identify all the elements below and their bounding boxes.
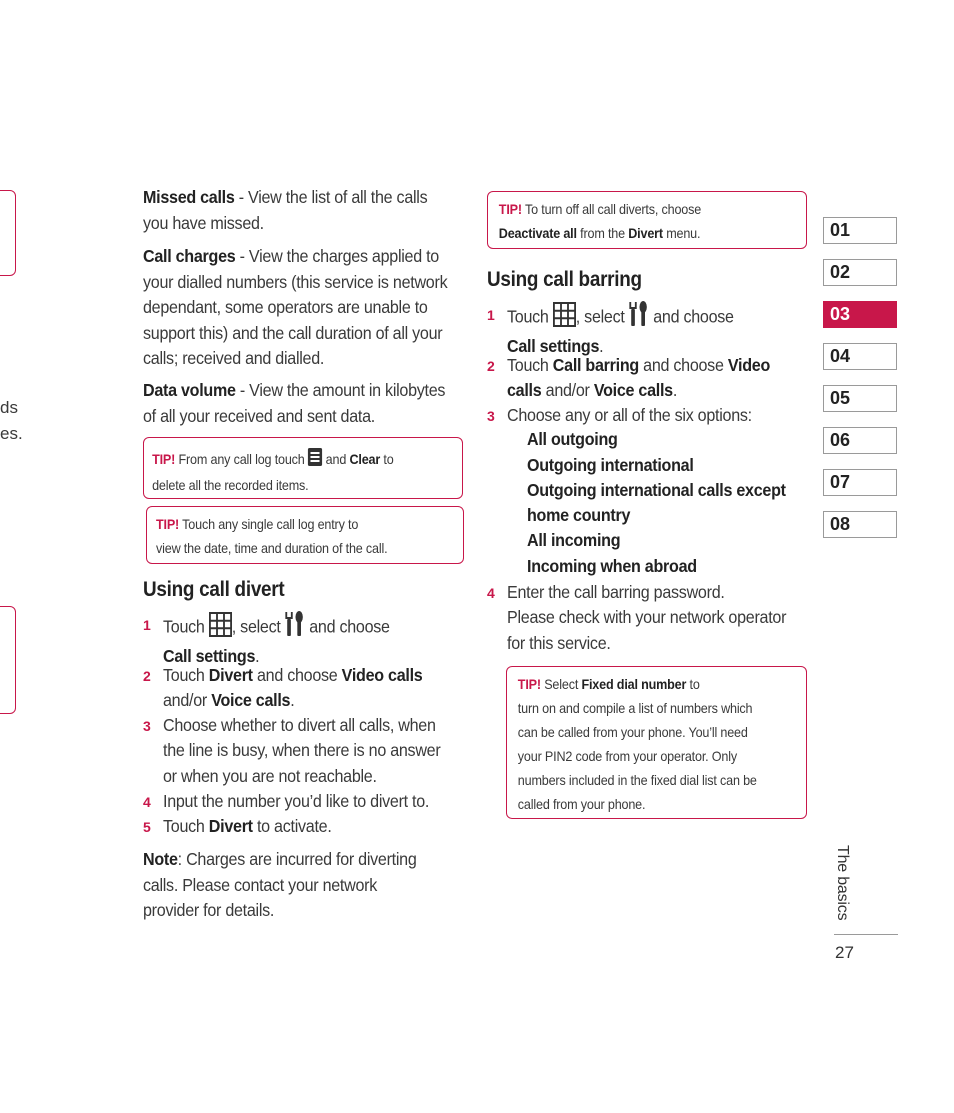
call-charges-line: support this) and the call duration of all your <box>143 322 443 343</box>
chapter-tab-04[interactable]: 04 <box>823 343 897 370</box>
tip-text: turn on and compile a list of numbers which <box>517 700 753 716</box>
step-number: 3 <box>143 718 151 734</box>
barring-step-2 <box>507 353 770 404</box>
tip-text: Select <box>540 676 582 692</box>
call-charges-line: your dialled numbers (this service is network <box>143 271 448 292</box>
divert-term: Divert <box>628 225 663 241</box>
tip-text: to <box>380 451 394 467</box>
tip-box-deactivate <box>487 191 807 249</box>
step-text: to activate. <box>252 816 332 836</box>
step-text: the line is busy, when there is no answer <box>163 740 441 761</box>
missed-calls-desc: - View the list of all the calls <box>234 187 428 207</box>
step-text: . <box>599 336 604 357</box>
tip-text: to <box>686 676 700 692</box>
menu-icon <box>308 448 322 473</box>
divert-step-2 <box>163 663 422 714</box>
step-text: Choose whether to divert all calls, when <box>163 715 436 735</box>
tip-text: from the <box>576 225 629 241</box>
divert-step-5 <box>163 814 332 839</box>
call-charges-desc: - View the charges applied to <box>235 246 439 266</box>
voice-calls-term: Voice calls <box>211 690 291 711</box>
call-charges-paragraph <box>143 244 456 372</box>
tip-text: menu. <box>662 225 701 241</box>
missed-calls-paragraph <box>143 185 456 236</box>
data-volume-desc-2: of all your received and sent data. <box>143 405 375 426</box>
using-call-barring-heading: Using call barring <box>487 268 642 291</box>
step-text: Please check with your network operator <box>507 607 787 628</box>
tip-label: TIP! <box>498 201 522 217</box>
left-page-fragment-box-bottom <box>0 606 16 714</box>
tip-text: From any call log touch <box>175 451 308 467</box>
step-text: and/or <box>163 690 212 711</box>
using-call-divert-heading: Using call divert <box>143 578 285 601</box>
step-text: and choose <box>309 616 390 637</box>
call-charges-line: dependant, some operators are unable to <box>143 297 428 317</box>
note-text: : Charges are incurred for diverting <box>177 849 417 869</box>
tip-label: TIP! <box>156 516 180 532</box>
chapter-tab-08[interactable]: 08 <box>823 511 897 538</box>
barring-step-3: Choose any or all of the six options: <box>507 405 752 425</box>
tip-text: called from your phone. <box>517 796 646 812</box>
data-volume-desc: - View the amount in kilobytes <box>235 380 446 400</box>
section-side-label: The basics <box>834 845 851 921</box>
deactivate-all-term: Deactivate all <box>498 225 577 241</box>
chapter-tab-06[interactable]: 06 <box>823 427 897 454</box>
fixed-dial-number-term: Fixed dial number <box>581 676 687 692</box>
note-paragraph <box>143 847 456 924</box>
side-divider <box>834 934 898 935</box>
step-text: Touch <box>507 355 553 375</box>
tip-text: view the date, time and duration of the call. <box>156 540 388 556</box>
step-text: , select <box>575 306 625 327</box>
video-calls-term: Video calls <box>341 665 423 685</box>
barring-option: Outgoing international <box>527 455 694 475</box>
left-page-fragment-box-top <box>0 190 16 276</box>
left-page-fragment-text-2: es. <box>0 424 23 443</box>
barring-option: Outgoing international calls except <box>527 480 786 500</box>
divert-step-1 <box>163 611 390 670</box>
video-term: Video <box>727 355 771 375</box>
barring-option: All incoming <box>527 530 621 550</box>
step-text: or when you are not reachable. <box>163 765 377 786</box>
step-number: 3 <box>487 408 495 424</box>
grid-menu-icon <box>553 302 576 334</box>
barring-option: All outgoing <box>527 429 618 449</box>
left-page-fragment-text-1: ds <box>0 398 18 417</box>
call-charges-term: Call charges <box>143 246 236 266</box>
divert-term: Divert <box>208 816 253 836</box>
settings-tools-icon <box>285 611 305 644</box>
call-barring-term: Call barring <box>552 355 639 375</box>
step-text: . <box>255 646 260 667</box>
step-number: 4 <box>143 794 151 810</box>
step-text: and/or <box>541 380 594 401</box>
call-settings-term: Call settings <box>163 646 256 667</box>
step-text: , select <box>231 616 281 637</box>
data-volume-paragraph <box>143 378 456 429</box>
step-number: 1 <box>143 617 151 633</box>
step-text: Touch <box>163 616 205 637</box>
tip-label: TIP! <box>152 451 176 467</box>
step-text: and choose <box>638 355 728 375</box>
missed-calls-desc-2: you have missed. <box>143 212 264 233</box>
step-text: Touch <box>163 816 209 836</box>
call-settings-term: Call settings <box>507 336 600 357</box>
barring-option: Incoming when abroad <box>527 556 697 576</box>
step-text: and choose <box>653 306 734 327</box>
tip-text: To turn off all call diverts, choose <box>521 201 702 217</box>
tip-text: numbers included in the fixed dial list can be <box>517 772 757 788</box>
step-text: and choose <box>252 665 342 685</box>
divert-step-3 <box>163 713 440 789</box>
step-text: Enter the call barring password. <box>507 582 725 602</box>
grid-menu-icon <box>209 612 232 644</box>
call-charges-line: calls; received and dialled. <box>143 348 325 368</box>
step-number: 5 <box>143 819 151 835</box>
note-text: calls. Please contact your network <box>143 874 378 895</box>
chapter-tab-02[interactable]: 02 <box>823 259 897 286</box>
tip-text: your PIN2 code from your operator. Only <box>517 748 737 764</box>
step-number: 2 <box>143 668 151 684</box>
note-term: Note <box>143 849 178 869</box>
calls-term: calls <box>507 380 542 401</box>
step-number: 1 <box>487 307 495 323</box>
chapter-tab-03[interactable]: 03 <box>823 301 897 328</box>
tip-box-fixed-dial <box>506 666 807 819</box>
step-text: . <box>290 690 295 711</box>
note-text: provider for details. <box>143 900 275 920</box>
chapter-tab-01[interactable]: 01 <box>823 217 897 244</box>
barring-step-4 <box>507 580 786 656</box>
tip-label: TIP! <box>517 676 541 692</box>
step-text: for this service. <box>507 632 611 653</box>
barring-step-1 <box>507 301 734 360</box>
divert-term: Divert <box>208 665 253 685</box>
step-text: . <box>672 380 678 401</box>
page-number: 27 <box>835 943 854 962</box>
tip-text: can be called from your phone. You’ll need <box>517 724 748 740</box>
clear-term: Clear <box>349 451 381 467</box>
settings-tools-icon <box>629 301 649 334</box>
chapter-tab-05[interactable]: 05 <box>823 385 897 412</box>
chapter-tab-07[interactable]: 07 <box>823 469 897 496</box>
step-text: Touch <box>507 306 549 327</box>
divert-step-4: Input the number you’d like to divert to. <box>163 791 430 811</box>
barring-option: home country <box>527 505 631 525</box>
step-text: Touch <box>163 665 209 685</box>
data-volume-term: Data volume <box>143 380 236 400</box>
tip-text: Touch any single call log entry to <box>179 516 359 532</box>
step-number: 4 <box>487 585 495 601</box>
step-number: 2 <box>487 358 495 374</box>
tip-text: delete all the recorded items. <box>152 476 309 493</box>
voice-calls-term: Voice calls <box>593 380 673 401</box>
tip-text: and <box>322 451 350 467</box>
tip-box-log-entry <box>146 506 464 564</box>
missed-calls-term: Missed calls <box>143 187 235 207</box>
tip-box-clear-log <box>143 437 463 499</box>
